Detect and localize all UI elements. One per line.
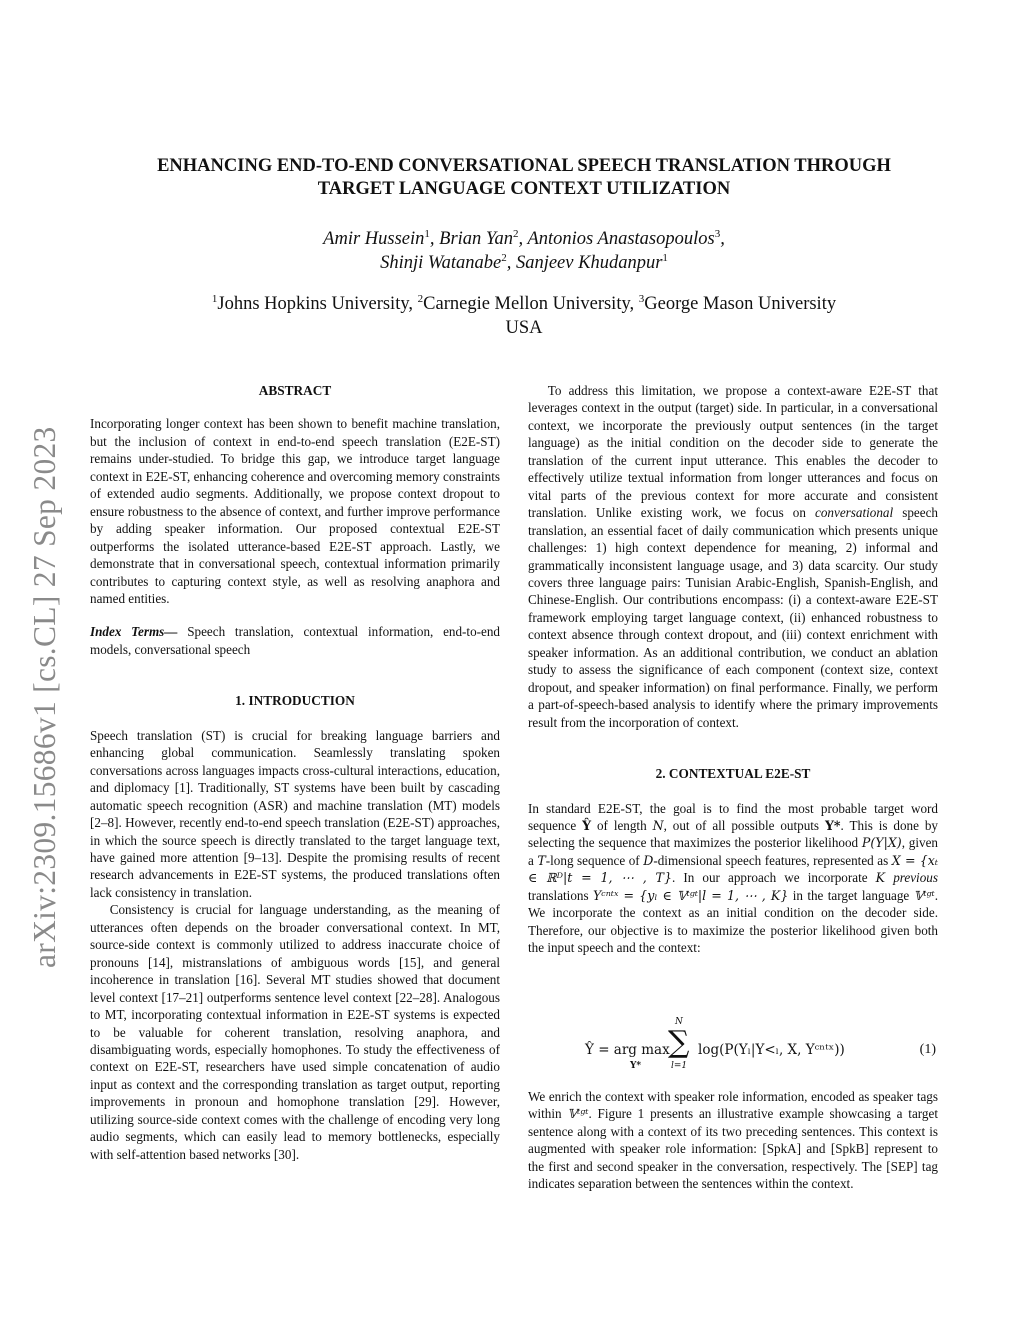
- text-run: speech translation, an essential facet of daily communication which presents unique challenges: 1) high context dependence for meaning, 2) informal and grammatically inconsistent language usage, and 3) data scarcity. Our study covers three language pairs: Tunisian Arabic-English, Spanish-English, and Chinese-English. Our contributions encompass: (i) a context-aware E2E-ST framework employing target language context, (ii) enhanced robustness to context absence through context dropout, and (iii) context enrichment with speaker information. As an additional contribution, we conduct an ablation study to assess the significance of each component (context size, context dropout, and speaker information) on final performance. Finally, we perform a part-of-speech-based analysis to identify where the primary improvements result from the incorporation of context.: [528, 505, 938, 730]
- affil-mark: 2: [417, 293, 424, 305]
- affiliations: [92, 292, 956, 340]
- section2-heading: 2. CONTEXTUAL E2E-ST: [655, 766, 811, 782]
- affiliation-line: [92, 292, 956, 316]
- author-affil-mark: 2: [501, 252, 507, 264]
- text-run: . We incorporate the context as an initial condition on the decoder side. Therefore, our objective is to maximize the posterior likelihood given both the input speech and the context:: [528, 887, 938, 956]
- author-affil-mark: 1: [662, 252, 668, 264]
- affiliation-name: Johns Hopkins University,: [217, 294, 414, 314]
- intro-paragraph-2: Consistency is crucial for language understanding, as the meaning of utterances often depends on the broader conversational context. In MT, source-side context is commonly utilized to address inaccurate choice of pronouns [14], mistranslations of ambiguous words [15], and general incoherence in translation [16]. Several MT studies showed that document level context [17–21] outperforms sentence level context [22–28]. Analogous to MT, incorporating contextual information in E2E-ST systems is expected to be valuable for coherent translation, resolving anaphora, and disambiguating words, especially homophones. To study the effectiveness of context on E2E-ST, researchers have used simple concatenation of audio input as context and the corresponding translation as target output, reporting improvements in pronoun and homophone translation [29]. However, utilizing source-side context comes with the challenge of encoding very long audio segments, which can easily lead to memory bottlenecks, especially with self-attention based networks [30].: [90, 902, 500, 1162]
- equation-rhs: log(P(Yₗ|Y<ₗ, X, Yᶜⁿᵗˣ)): [698, 1042, 845, 1058]
- left-column: [90, 382, 500, 1163]
- math-y-context-definition: Yᶜⁿᵗˣ = {yₗ ∈ 𝕍ᵗᵍᵗ|l = 1, ⋯ , K}: [592, 887, 789, 903]
- math-k: K: [875, 870, 886, 886]
- author-line-2: Shinji Watanabe$^2$, Sanjeev Khudanpur$^1$: [380, 252, 668, 273]
- math-vocab: 𝕍ᵗᵍᵗ: [567, 1106, 589, 1122]
- author-line-1: Amir Hussein$^1$, Brian Yan$^2$, Antonios Anastasopoulos$^3$,: [323, 228, 725, 249]
- title-line-2: TARGET LANGUAGE CONTEXT UTILIZATION: [317, 179, 731, 199]
- equation-1: [528, 1017, 938, 1074]
- equation-sum-lower: l=1: [671, 1061, 688, 1071]
- right-column: [528, 382, 938, 957]
- math-x-definition: X = {xₜ ∈ ℝᴰ|t = 1, ⋯ , T}: [528, 852, 938, 886]
- index-terms-text: Speech translation, contextual information, end-to-end models, conversational speech: [90, 624, 500, 657]
- title-line-1: ENHANCING END-TO-END CONVERSATIONAL SPEECH TRANSLATION THROUGH: [157, 156, 891, 176]
- index-terms-label: Index Terms—: [90, 624, 178, 640]
- text-run: . In our approach we incorporate: [671, 870, 876, 886]
- text-run: We enrich the context with speaker role information, encoded as speaker tags within: [528, 1089, 938, 1122]
- text-run: . Figure 1 presents an illustrative example showcasing a target sentence along with a context of its two preceding sentences. This context is augmented with speaker role information: [SpkA] and [SpkB] represent to the first and second speaker in the conversation, respectively. The [SEP] tag indicates separation between the sentences within the context.: [528, 1106, 938, 1192]
- text-run: of length: [591, 817, 653, 833]
- author-affil-mark: 3: [714, 228, 721, 240]
- author-name: Antonios Anastasopoulos: [527, 229, 715, 249]
- affil-mark: 1: [211, 293, 218, 305]
- math-n: N: [652, 817, 664, 833]
- intro-paragraph-1: Speech translation (ST) is crucial for breaking language barriers and enhancing global communication. Seamlessly translating spoken conversations across languages impacts cross-cultural interactions, education, and diplomacy [1]. Traditionally, ST systems have been built by cascading automatic speech recognition (ASR) and machine translation (MT) models [2–8]. However, recently end-to-end speech translation (E2E-ST) approaches, in which the source speech is directly translated to the target language text, have gained more attention [9–13]. Despite the promising results of recent research advancements in E2E-ST systems, the produced translations often lack consistency in translation.: [90, 727, 500, 900]
- affiliation-name: Carnegie Mellon University,: [423, 294, 635, 314]
- math-yhat: Ŷ: [582, 817, 592, 833]
- text-run: -long sequence of: [545, 852, 644, 868]
- affiliation-country: USA: [505, 318, 543, 338]
- author-list: [92, 227, 956, 275]
- math-t: T: [537, 852, 546, 868]
- author-name: Sanjeev Khudanpur: [515, 253, 663, 273]
- abstract-text: Incorporating longer context has been shown to benefit machine translation, but the inclusion of context in end-to-end speech translation (E2E-ST) remains under-studied. To bridge this gap, we introduce target language context in E2E-ST, enhancing coherence and overcoming memory constraints of extended audio segments. Additionally, we propose context dropout to ensure robustness to the absence of context, and further improve performance by adding speaker information. Our proposed contextual E2E-ST outperforms the isolated utterance-based E2E-ST approach. Lastly, we demonstrate that in conversational speech, contextual information primarily contributes to capturing context style, as well as resolving anaphora and named entities.: [90, 416, 500, 606]
- math-vocab: 𝕍ᵗᵍᵗ: [913, 887, 935, 903]
- equation-sum-upper: N: [675, 1017, 683, 1027]
- text-run: To address this limitation, we propose a context-aware E2E-ST that leverages context in the output (target) side. In particular, in a conversational context, we incorporate the previously output sentences (in the target language) as the initial condition on the decoder side to generate the translation of the current input utterance. This enables the decoder to effectively utilize textual information from longer utterances and focus on vital parts of the previous context for more accurate and consistent translation. Unlike existing work, we focus on: [528, 383, 938, 521]
- text-run: translations: [528, 887, 593, 903]
- text-run: . This is done by selecting the sequence that maximizes the posterior likelihood: [528, 817, 938, 851]
- equation-number: (1): [919, 1042, 936, 1057]
- text-run: , out of all possible outputs: [663, 817, 825, 833]
- author-affil-mark: 2: [513, 228, 519, 240]
- math-posterior: P(Y|X): [861, 835, 902, 851]
- section2-paragraph-1: [528, 800, 938, 957]
- text-run: -dimensional speech features, represented as: [653, 852, 892, 868]
- equation-argmax-subscript: Y*: [630, 1061, 642, 1071]
- author-name: Brian Yan: [439, 229, 514, 249]
- paper-title: [92, 155, 956, 201]
- author-name: Amir Hussein: [323, 229, 425, 249]
- right-column-lower: [528, 1088, 938, 1193]
- index-terms: [90, 623, 500, 658]
- abstract-heading: ABSTRACT: [258, 383, 332, 398]
- intro-heading: 1. INTRODUCTION: [235, 693, 355, 709]
- math-d: D: [643, 852, 654, 868]
- equation-sum-symbol: ∑: [668, 1025, 690, 1060]
- equation-lhs: Ŷ = arg max: [585, 1042, 670, 1058]
- affil-mark: 3: [638, 293, 645, 305]
- affiliation-name: George Mason University: [644, 294, 837, 314]
- math-ystar: Y*: [824, 817, 841, 833]
- author-name: Shinji Watanabe: [380, 253, 502, 273]
- text-run: in the target language: [788, 887, 914, 903]
- author-affil-mark: 1: [424, 228, 430, 240]
- emphasis: conversational: [815, 505, 894, 521]
- text-run: In standard E2E-ST, the goal is to find the most probable target word sequence: [528, 800, 938, 833]
- arxiv-stamp: arXiv:2309.15686v1 [cs.CL] 27 Sep 2023: [27, 426, 62, 968]
- intro-paragraph-3: [528, 382, 938, 731]
- text-run: , given a: [528, 835, 938, 868]
- section2-paragraph-2: [528, 1088, 938, 1193]
- emphasis: previous: [893, 870, 938, 886]
